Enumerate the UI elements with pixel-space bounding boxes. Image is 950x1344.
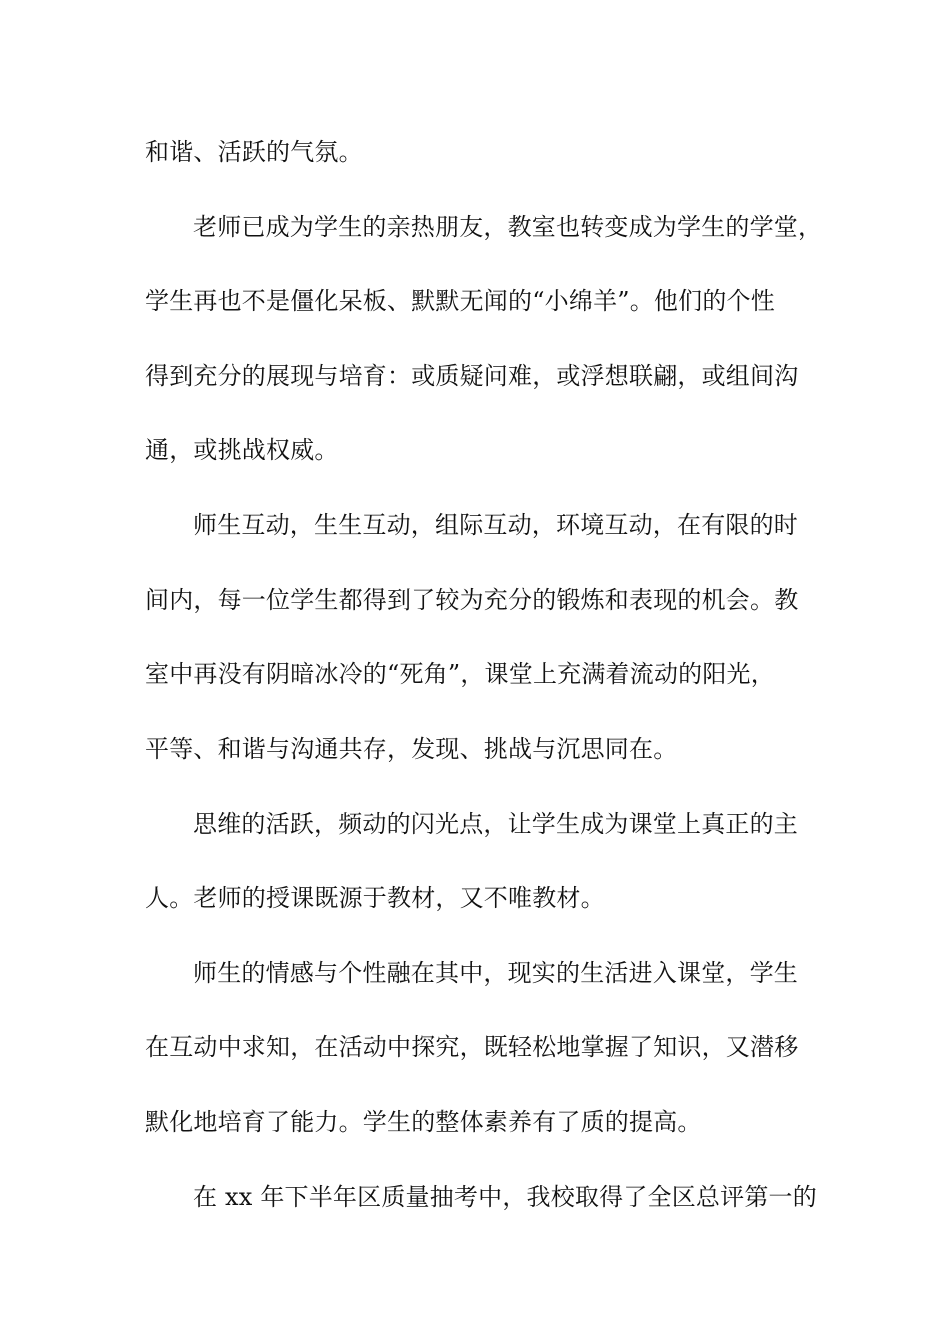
text-line-14: 默化地培育了能力。学生的整体素养有了质的提高。 [145, 1108, 702, 1136]
text-line-7: 间内，每一位学生都得到了较为充分的锻炼和表现的机会。教 [145, 586, 799, 614]
text-line-5: 通，或挑战权威。 [145, 436, 339, 464]
text-line-12: 师生的情感与个性融在其中，现实的生活进入课堂，学生 [193, 959, 798, 987]
text-line-3: 学生再也不是僵化呆板、默默无闻的“小绵羊”。他们的个性 [145, 287, 775, 315]
text-line-15: 在 xx 年下半年区质量抽考中，我校取得了全区总评第一的 [193, 1183, 817, 1211]
text-line-10: 思维的活跃，频动的闪光点，让学生成为课堂上真正的主 [193, 810, 798, 838]
text-line-11: 人。老师的授课既源于教材，又不唯教材。 [145, 884, 605, 912]
text-line-4: 得到充分的展现与培育：或质疑问难，或浮想联翩，或组间沟 [145, 362, 799, 390]
text-line-6: 师生互动，生生互动，组际互动，环境互动，在有限的时 [193, 511, 798, 539]
text-line-13: 在互动中求知，在活动中探究，既轻松地掌握了知识，又潜移 [145, 1033, 799, 1061]
text-line-9: 平等、和谐与沟通共存，发现、挑战与沉思同在。 [145, 735, 678, 763]
text-line-8: 室中再没有阴暗冰冷的“死角”，课堂上充满着流动的阳光， [145, 660, 775, 688]
text-line-2: 老师已成为学生的亲热朋友，教室也转变成为学生的学堂， [193, 213, 823, 241]
text-line-1: 和谐、活跃的气氛。 [145, 138, 363, 166]
